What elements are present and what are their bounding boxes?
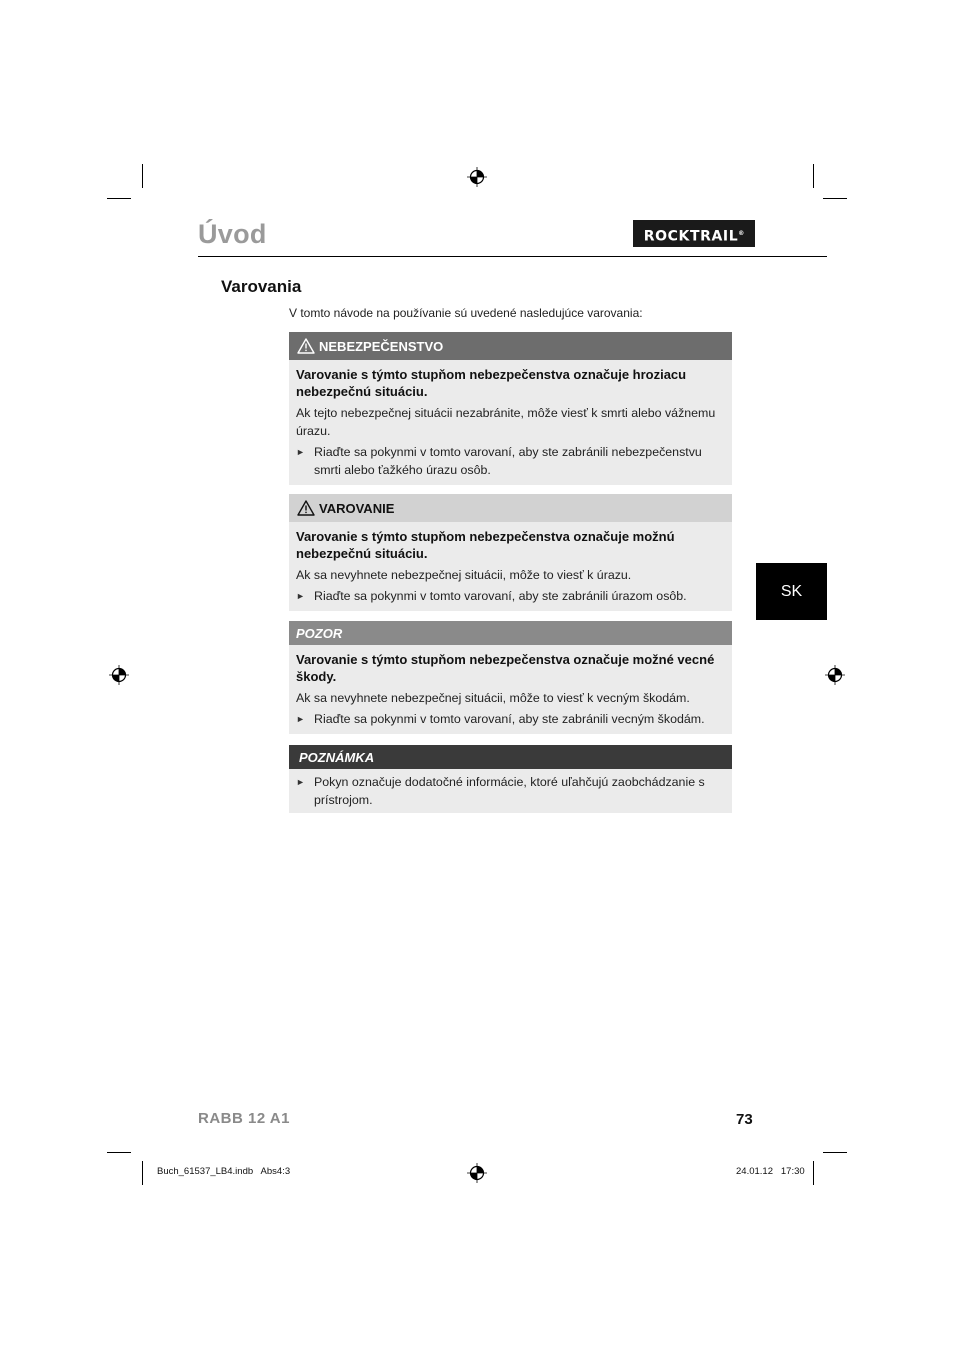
crop-mark [813, 164, 814, 188]
danger-box-body [289, 360, 732, 485]
caution-box-bullet-text: Riaďte sa pokynmi v tomto varovaní, aby ste zabránili vecným škodám. [314, 712, 705, 726]
crop-mark [107, 198, 131, 199]
warning-box-bullet-text: Riaďte sa pokynmi v tomto varovaní, aby ste zabránili úrazom osôb. [314, 589, 687, 603]
section-heading: Varovania [221, 277, 302, 296]
warning-triangle-icon [297, 500, 315, 516]
warning-box-text: Ak sa nevyhnete nebezpečnej situácii, môže to viesť k úrazu. [296, 568, 632, 582]
language-tab: SK [756, 563, 827, 620]
print-slug-left: Buch_61537_LB4.indb Abs4:3 [157, 1166, 291, 1177]
danger-box-label: NEBEZPEČENSTVO [319, 338, 444, 354]
warning-box-label: VAROVANIE [319, 500, 395, 516]
registration-mark-icon [467, 167, 487, 187]
brand-logo [633, 220, 755, 247]
warning-box [289, 494, 732, 611]
crop-mark [823, 198, 847, 199]
crop-mark [823, 1152, 847, 1153]
triangle-right-icon: ► [296, 447, 305, 457]
warning-box-bullet [296, 587, 725, 605]
caution-box-lead: Varovanie s týmto stupňom nebezpečenstva označuje možné vecné škody. [296, 652, 715, 684]
caution-box-header [289, 621, 732, 645]
caution-box-label: POZOR [296, 625, 343, 641]
danger-box [289, 332, 732, 485]
crop-mark [107, 1152, 131, 1153]
registered-mark: ® [738, 230, 745, 237]
crop-mark [142, 1161, 143, 1185]
page-number: 73 [736, 1111, 753, 1128]
triangle-right-icon: ► [296, 591, 305, 601]
note-box-label: POZNÁMKA [299, 749, 375, 765]
registration-mark-icon [467, 1163, 487, 1183]
note-box-bullet-text: Pokyn označuje dodatočné informácie, ktoré uľahčujú zaobchádzanie s prístrojom. [314, 775, 705, 807]
warning-box-header [289, 494, 732, 522]
danger-box-bullet [296, 443, 725, 479]
brand-logo-text: ROCKTRAIL [643, 228, 739, 245]
intro-text: V tomto návode na používanie sú uvedené nasledujúce varovania: [289, 306, 643, 320]
danger-box-lead: Varovanie s týmto stupňom nebezpečenstva označuje hroziacu nebezpečnú situáciu. [296, 367, 687, 399]
crop-mark [142, 164, 143, 188]
print-slug-right: 24.01.12 17:30 [736, 1166, 805, 1177]
note-box-body [289, 769, 732, 813]
page-title: Úvod [198, 219, 267, 249]
danger-box-bullet-text: Riaďte sa pokynmi v tomto varovaní, aby ste zabránili nebezpečenstvu smrti alebo ťažkého úrazu osôb. [314, 445, 702, 477]
triangle-right-icon: ► [296, 714, 305, 724]
triangle-right-icon: ► [296, 777, 305, 787]
caution-box-text: Ak sa nevyhnete nebezpečnej situácii, môže to viesť k vecným škodám. [296, 691, 690, 705]
caution-box-body [289, 645, 732, 734]
note-box-header [289, 745, 732, 769]
registration-mark-icon [825, 665, 845, 685]
danger-box-text: Ak tejto nebezpečnej situácii nezabránite, môže viesť k smrti alebo vážnemu úrazu. [296, 406, 716, 438]
note-box [289, 745, 732, 813]
warning-box-lead: Varovanie s týmto stupňom nebezpečenstva označuje možnú nebezpečnú situáciu. [296, 529, 675, 561]
warning-box-body [289, 522, 732, 611]
header-rule [198, 256, 827, 257]
note-box-bullet [296, 773, 725, 809]
caution-box-bullet [296, 710, 725, 728]
caution-box [289, 621, 732, 734]
crop-mark [813, 1161, 814, 1185]
registration-mark-icon [109, 665, 129, 685]
warning-triangle-icon [297, 338, 315, 354]
danger-box-header [289, 332, 732, 360]
footer-model: RABB 12 A1 [198, 1110, 290, 1127]
